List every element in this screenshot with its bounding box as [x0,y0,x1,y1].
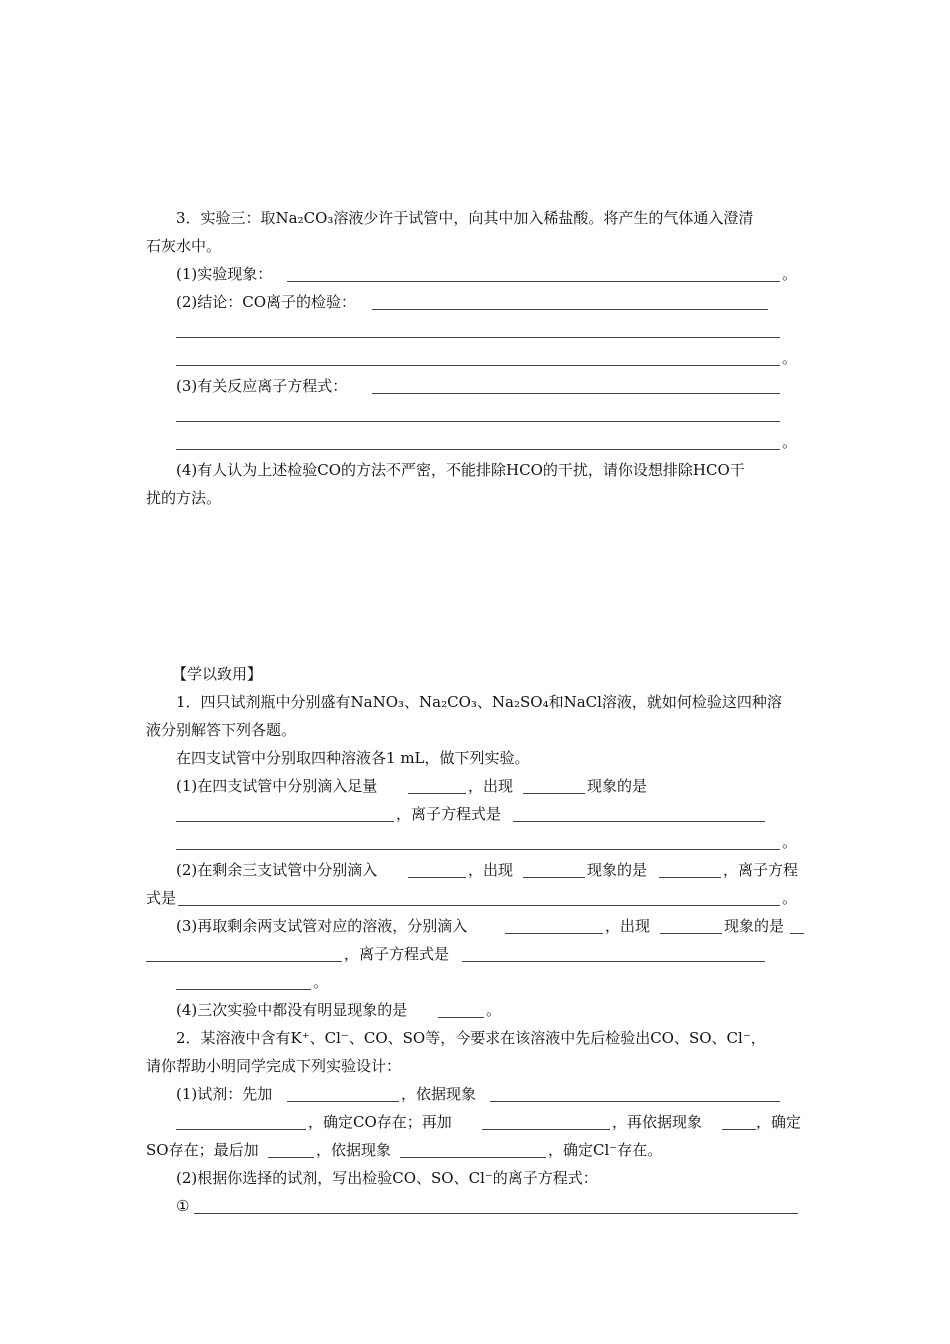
answer-blank[interactable] [482,1129,610,1130]
answer-blank[interactable] [790,933,804,934]
period: 。 [313,973,329,991]
q1-line-2 [0,718,950,742]
q1-part-3-cont [0,942,950,966]
question-3-line-1 [0,206,950,230]
period: 。 [782,265,798,283]
q1-part-2-cont [0,886,950,910]
answer-blank[interactable] [146,961,342,962]
answer-blank[interactable] [372,309,768,310]
q2-part-1-cont [0,1110,950,1134]
answer-blank[interactable] [523,793,585,794]
question-3-text: 3．实验三：取Na₂CO₃溶液少许于试管中，向其中加入稀盐酸。将产生的气体通入澄清 [176,209,754,227]
period: 。 [486,1001,502,1019]
q2-1-text-f: SO存在；最后加 [146,1141,259,1159]
part-4-line-1 [0,458,950,482]
part-4-text-cont: 扰的方法。 [146,489,222,507]
answer-blank[interactable] [660,933,722,934]
answer-line [0,318,950,342]
q1-part-1 [0,774,950,798]
q2-part-1 [0,1082,950,1106]
answer-blank[interactable] [659,877,721,878]
q2-1-text-h: ，确定Cl⁻存在。 [548,1141,663,1159]
q2-1-text-c: ，确定CO存在；再加 [308,1113,452,1131]
answer-blank[interactable] [287,281,780,282]
answer-blank[interactable] [372,393,780,394]
circled-number-1: ① [176,1197,190,1215]
period: 。 [782,349,798,367]
q2-2-text: (2)根据你选择的试剂，写出检验CO、SO、Cl⁻的离子方程式： [176,1169,598,1187]
period: 。 [782,433,798,451]
answer-blank[interactable] [176,421,780,422]
answer-line [0,830,950,854]
q2-1-text-b: ，依据现象 [401,1085,477,1103]
part-3-label: (3)有关反应离子方程式： [176,377,348,395]
q2-part-2 [0,1166,950,1190]
answer-blank[interactable] [176,337,780,338]
q2-1-text-d: ，再依据现象 [612,1113,703,1131]
q1-part-2 [0,858,950,882]
period: 。 [782,889,798,907]
section-title: 【学以致用】 [172,665,263,683]
answer-blank[interactable] [462,961,765,962]
answer-blank[interactable] [513,821,765,822]
q1-4-text: (4)三次实验中都没有明显现象的是 [176,1001,408,1019]
period: 。 [782,833,798,851]
answer-blank[interactable] [408,793,466,794]
q1-text: 1．四只试剂瓶中分别盛有NaNO₃、Na₂CO₃、Na₂SO₄和NaCl溶液，就如何检验这四种溶 [176,693,782,711]
q1-2-text-c: 现象的是 [587,861,648,879]
q1-3-text-b: ，出现 [605,917,651,935]
answer-blank[interactable] [523,877,585,878]
answer-line [0,430,950,454]
q2-1-text-a: (1)试剂：先加 [176,1085,273,1103]
q2-1-text-g: ，依据现象 [316,1141,392,1159]
q1-part-3 [0,914,950,938]
q1-3-text-c: 现象的是 [724,917,785,935]
q2-1-text-e: ，确定 [756,1113,802,1131]
q1-2-text-b: ，出现 [468,861,514,879]
q1-3-text-d: ，离子方程式是 [344,945,450,963]
q2-text: 2．某溶液中含有K⁺、Cl⁻、CO、SO等，今要求在该溶液中先后检验出CO、SO、Cl⁻， [176,1029,766,1047]
q2-part-1-cont-2 [0,1138,950,1162]
q2-equation-1 [0,1194,950,1218]
answer-blank[interactable] [505,933,603,934]
answer-blank[interactable] [176,989,311,990]
answer-line [0,970,950,994]
question-3-text-cont: 石灰水中。 [146,237,222,255]
part-2-label: (2)结论：CO离子的检验： [176,293,357,311]
answer-blank[interactable] [176,821,394,822]
answer-blank[interactable] [178,905,780,906]
q1-part-1-cont [0,802,950,826]
q1-1-text-c: 现象的是 [587,777,648,795]
part-4-text: (4)有人认为上述检验CO的方法不严密，不能排除HCO的干扰，请你设想排除HCO干 [176,461,745,479]
q1-line-3 [0,746,950,770]
answer-line [0,346,950,370]
answer-blank[interactable] [176,449,780,450]
answer-blank[interactable] [176,365,780,366]
question-3-line-2 [0,234,950,258]
answer-blank[interactable] [490,1101,780,1102]
answer-blank[interactable] [438,1017,484,1018]
q1-text-cont: 液分别解答下列各题。 [146,721,297,739]
q1-part-4 [0,998,950,1022]
answer-blank[interactable] [176,1129,306,1130]
answer-blank[interactable] [287,1101,399,1102]
section-header [0,662,950,686]
q2-line-2 [0,1054,950,1078]
answer-line [0,402,950,426]
answer-blank[interactable] [176,849,780,850]
q1-2-text-d: ，离子方程 [723,861,799,879]
answer-blank[interactable] [400,1157,546,1158]
answer-blank[interactable] [268,1157,314,1158]
q1-instruction: 在四支试管中分别取四种溶液各1 mL，做下列实验。 [176,749,530,767]
part-4-line-2 [0,486,950,510]
part-1-label: (1)实验现象： [176,265,273,283]
part-2-conclusion [0,290,950,314]
q1-2-text-a: (2)在剩余三支试管中分别滴入 [176,861,378,879]
answer-blank[interactable] [722,1129,756,1130]
q2-line-1 [0,1026,950,1050]
part-3-equation [0,374,950,398]
q1-1-text-d: ，离子方程式是 [396,805,502,823]
part-1-phenomenon [0,262,950,286]
q1-1-text-a: (1)在四支试管中分别滴入足量 [176,777,378,795]
q2-text-cont: 请你帮助小明同学完成下列实验设计： [146,1057,402,1075]
answer-blank[interactable] [408,877,466,878]
q1-line-1 [0,690,950,714]
q1-2-text-e: 式是 [146,889,177,907]
q1-3-text-a: (3)再取剩余两支试管对应的溶液，分别滴入 [176,917,468,935]
answer-blank[interactable] [194,1213,798,1214]
q1-1-text-b: ，出现 [468,777,514,795]
